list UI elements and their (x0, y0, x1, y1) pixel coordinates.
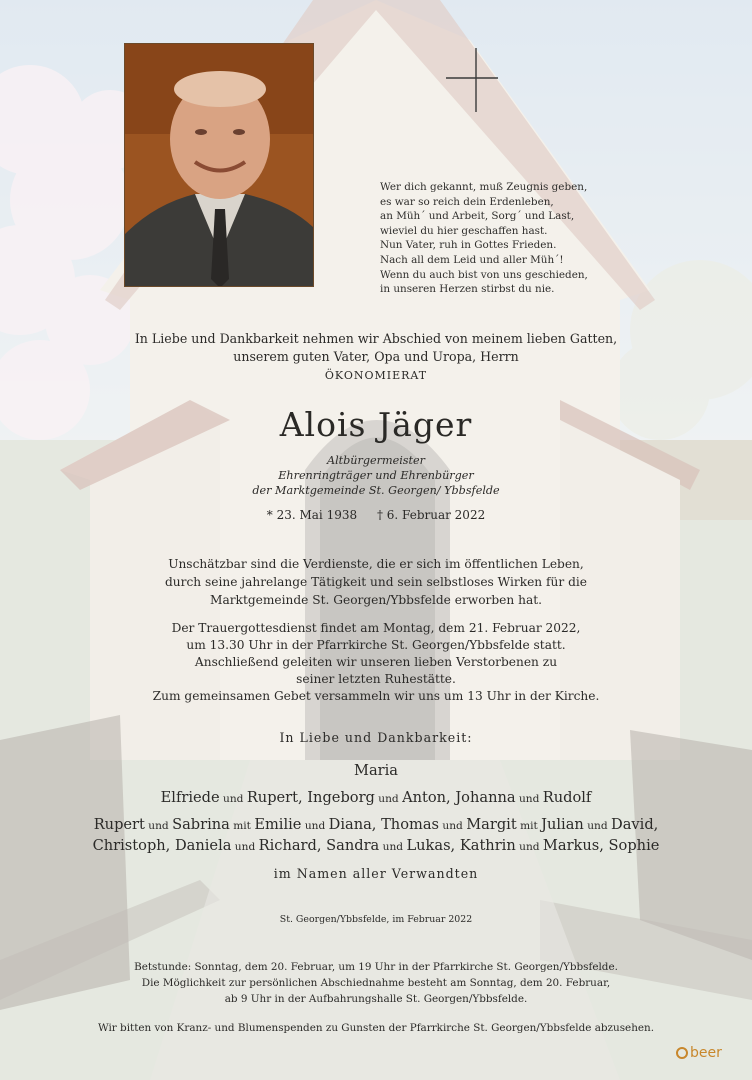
paragraph-line: seiner letzten Ruhestätte. (296, 672, 456, 686)
honor-line: der Marktgemeinde St. Georgen/ Ybbsfelde (252, 484, 500, 497)
note-line: ab 9 Uhr in der Aufbahrungshalle St. Georgen/Ybbsfelde. (224, 993, 528, 1005)
paragraph-line: Unschätzbar sind die Verdienste, die er sich im öffentlichen Leben, (168, 557, 584, 571)
all-relatives: im Namen aller Verwandten (273, 866, 479, 881)
family-names: Margit (466, 816, 517, 833)
prayer-paragraph: Zum gemeinsamen Gebet versammeln wir uns um 13 Uhr in der Kirche. (152, 689, 600, 703)
family-names: Rupert (93, 816, 145, 833)
poem-line: an Müh´ und Arbeit, Sorg´ und Last, (380, 210, 575, 223)
company-logo (676, 1045, 722, 1061)
family-names: David, (611, 816, 659, 833)
family-row-1: Maria (354, 762, 398, 779)
note-line: Die Möglichkeit zur persönlichen Abschiednahme besteht am Sonntag, dem 20. Februar, (141, 977, 611, 989)
connector-word: und (583, 820, 611, 832)
honors (0, 453, 752, 498)
honor-line: Altbürgermeister (326, 454, 425, 467)
honor-line: Ehrenringträger und Ehrenbürger (278, 469, 474, 482)
connector-word: mit (516, 820, 542, 832)
paragraph-line: Marktgemeinde St. Georgen/Ybbsfelde erworben hat. (209, 593, 543, 607)
logo-icon (676, 1047, 688, 1059)
poem-line: Wenn du auch bist von uns geschieden, (380, 268, 588, 281)
family-names: Lukas, Kathrin (406, 837, 516, 854)
connector-word: und (144, 820, 173, 832)
paragraph-line: durch seine jahrelange Tätigkeit und sein selbstloses Wirken für die (164, 575, 587, 589)
intro-line: In Liebe und Dankbarkeit nehmen wir Abschied von meinem lieben Gatten, (134, 331, 618, 346)
poem-line: Nach all dem Leid und aller Müh´! (380, 253, 564, 266)
note-line: Betstunde: Sonntag, dem 20. Februar, um 19 Uhr in der Pfarrkirche St. Georgen/Ybbsfelde. (134, 961, 618, 973)
birth-date: * 23. Mai 1938 (266, 508, 358, 522)
cross-icon (446, 48, 498, 112)
poem-line: wieviel du hier geschaffen hast. (380, 224, 548, 237)
portrait-photo (124, 43, 314, 287)
funeral-service-paragraph (0, 620, 752, 688)
connector-word: und (439, 820, 467, 832)
family-row-2 (0, 789, 752, 806)
family-names: Richard, Sandra (258, 837, 380, 854)
mourners-intro: In Liebe und Dankbarkeit: (279, 730, 473, 745)
deceased-name: Alois Jäger (279, 405, 473, 444)
family-names: Diana, Thomas (328, 816, 440, 833)
flower-donation-note: Wir bitten von Kranz- und Blumenspenden zu Gunsten der Pfarrkirche St. Georgen/Ybbsfelde abzusehen. (97, 1022, 655, 1034)
connector-word: und (219, 793, 247, 805)
poem-line: Nun Vater, ruh in Gottes Frieden. (380, 239, 557, 252)
intro-text (0, 330, 752, 366)
family-names: Markus, Sophie (542, 837, 660, 854)
connector-word: mit (229, 820, 255, 832)
connector-word: und (515, 841, 543, 853)
family-names: Anton, Johanna (402, 789, 516, 806)
family-names: Emilie (254, 816, 302, 833)
notes (0, 959, 752, 1007)
family-names: Rudolf (542, 789, 592, 806)
family-names: Julian (541, 816, 584, 833)
poem-line: Wer dich gekannt, muß Zeugnis geben, (380, 181, 588, 193)
connector-word: und (301, 820, 329, 832)
family-row-4 (0, 837, 752, 854)
place-date: St. Georgen/Ybbsfelde, im Februar 2022 (279, 914, 473, 925)
connector-word: und (515, 793, 543, 805)
paragraph-line: um 13.30 Uhr in der Pfarrkirche St. Georgen/Ybbsfelde statt. (186, 638, 566, 652)
death-date: † 6. Februar 2022 (376, 508, 486, 522)
family-names: Christoph, Daniela (92, 837, 232, 854)
family-names: Elfriede (160, 789, 220, 806)
poem-line: in unseren Herzen stirbst du nie. (380, 283, 555, 296)
paragraph-line: Anschließend geleiten wir unseren lieben Verstorbenen zu (194, 655, 558, 669)
connector-word: und (379, 841, 407, 853)
paragraph-line: Der Trauergottesdienst findet am Montag, dem 21. Februar 2022, (171, 621, 581, 635)
family-names: Sabrina (172, 816, 230, 833)
intro-line: unserem guten Vater, Opa und Uropa, Herrn (233, 349, 519, 364)
life-dates (0, 508, 752, 522)
honorific-title: ÖKONOMIERAT (324, 369, 428, 382)
logo-text: beer (690, 1045, 722, 1061)
connector-word: und (374, 793, 403, 805)
connector-word: und (231, 841, 259, 853)
merits-paragraph (0, 555, 752, 609)
poem (380, 180, 640, 297)
family-names: Rupert, Ingeborg (246, 789, 375, 806)
poem-line: es war so reich dein Erdenleben, (380, 195, 554, 208)
family-row-3 (0, 816, 752, 833)
